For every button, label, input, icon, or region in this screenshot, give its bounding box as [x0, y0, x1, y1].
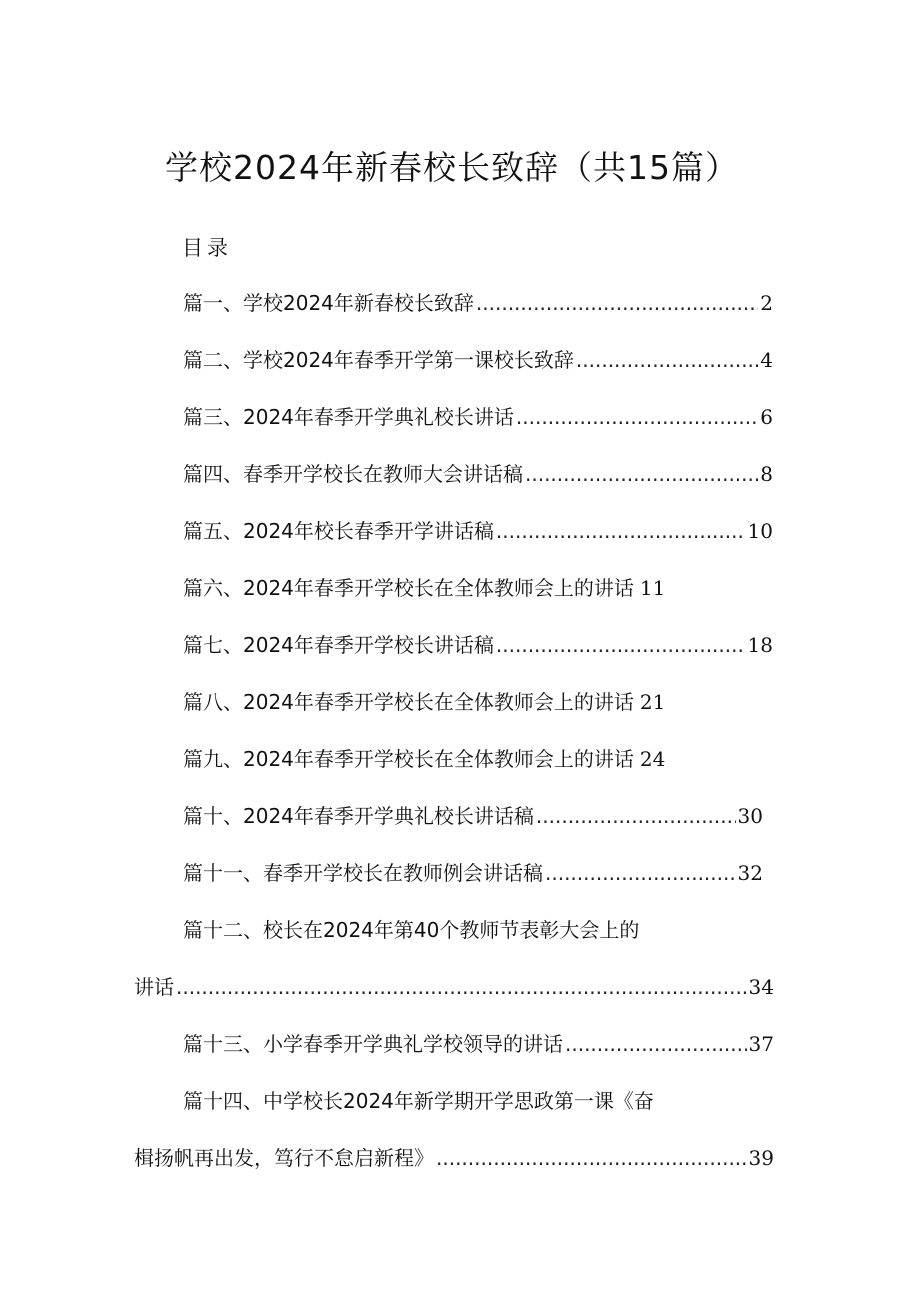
toc-entry-page: 4 [760, 348, 773, 372]
toc-entry-title: 篇四、春季开学校长在教师大会讲话稿 [183, 462, 523, 486]
toc-entry-title: 篇五、2024年校长春季开学讲话稿 [183, 519, 494, 543]
toc-entry-page: 32 [737, 861, 763, 885]
toc-entry-title: 篇十三、小学春季开学典礼学校领导的讲话 [183, 1032, 563, 1056]
toc-entry [183, 686, 665, 715]
toc-entry-title: 篇十一、春季开学校长在教师例会讲话稿 [183, 861, 543, 885]
toc-entry-title-continued: 楫扬帆再出发，笃行不怠启新程》 [134, 1146, 434, 1170]
toc-entry [183, 401, 773, 430]
toc-entry-page: 39 [748, 1146, 774, 1170]
toc-entry-page: 8 [760, 462, 773, 486]
dot-leader [176, 975, 747, 999]
toc-entry [183, 743, 665, 772]
toc-entry-title: 篇十四、中学校长2024年新学期开学思政第一课《奋 [183, 1089, 654, 1113]
toc-entry-page: 37 [748, 1032, 774, 1056]
toc-entry-page: 34 [748, 975, 774, 999]
toc-entry-page: 24 [639, 747, 666, 771]
dot-leader [565, 1032, 747, 1056]
toc-entry [183, 629, 773, 658]
toc-entry [183, 572, 665, 601]
toc-entry [183, 914, 639, 943]
toc-entry-title: 篇三、2024年春季开学典礼校长讲话 [183, 405, 514, 429]
dot-leader [496, 633, 746, 657]
toc-entry [183, 800, 763, 829]
toc-entry-title: 篇十、2024年春季开学典礼校长讲话稿 [183, 804, 534, 828]
dot-leader [576, 348, 758, 372]
toc-entry-page: 21 [639, 690, 666, 714]
toc-entry-title: 篇一、学校2024年新春校长致辞 [183, 291, 474, 315]
dot-leader [536, 804, 736, 828]
dot-leader [525, 462, 758, 486]
toc-entry-title-continued: 讲话 [134, 975, 174, 999]
toc-entry [183, 344, 773, 373]
toc-entry-page: 6 [760, 405, 773, 429]
toc-entry [183, 1028, 774, 1057]
dot-leader [516, 405, 758, 429]
toc-entry [183, 857, 763, 886]
toc-entry-title: 篇十二、校长在2024年第40个教师节表彰大会上的 [183, 918, 640, 942]
toc-entry-continuation [134, 1142, 774, 1171]
toc-entry-title: 篇二、学校2024年春季开学第一课校长致辞 [183, 348, 574, 372]
dot-leader [496, 519, 746, 543]
toc-entry-page: 30 [737, 804, 763, 828]
dot-leader [436, 1146, 747, 1170]
toc-entry [183, 515, 773, 544]
toc-entry-title: 篇六、2024年春季开学校长在全体教师会上的讲话 [183, 576, 634, 600]
toc-entry [183, 1085, 654, 1114]
toc-entry-title: 篇八、2024年春季开学校长在全体教师会上的讲话 [183, 690, 634, 714]
toc-entry [183, 287, 773, 316]
toc-entry-title: 篇九、2024年春季开学校长在全体教师会上的讲话 [183, 747, 634, 771]
dot-leader [545, 861, 736, 885]
toc-entry-continuation [134, 971, 774, 1000]
dot-leader [476, 291, 758, 315]
toc-entry-page: 18 [747, 633, 773, 657]
toc-heading: 目录 [182, 236, 232, 260]
page-title: 学校2024年新春校长致辞（共15篇） [165, 148, 739, 187]
toc-entry-page: 2 [760, 291, 773, 315]
toc-entry-page: 11 [639, 576, 666, 600]
toc-entry-title: 篇七、2024年春季开学校长讲话稿 [183, 633, 494, 657]
toc-entry-page: 10 [747, 519, 773, 543]
toc-entry [183, 458, 773, 487]
